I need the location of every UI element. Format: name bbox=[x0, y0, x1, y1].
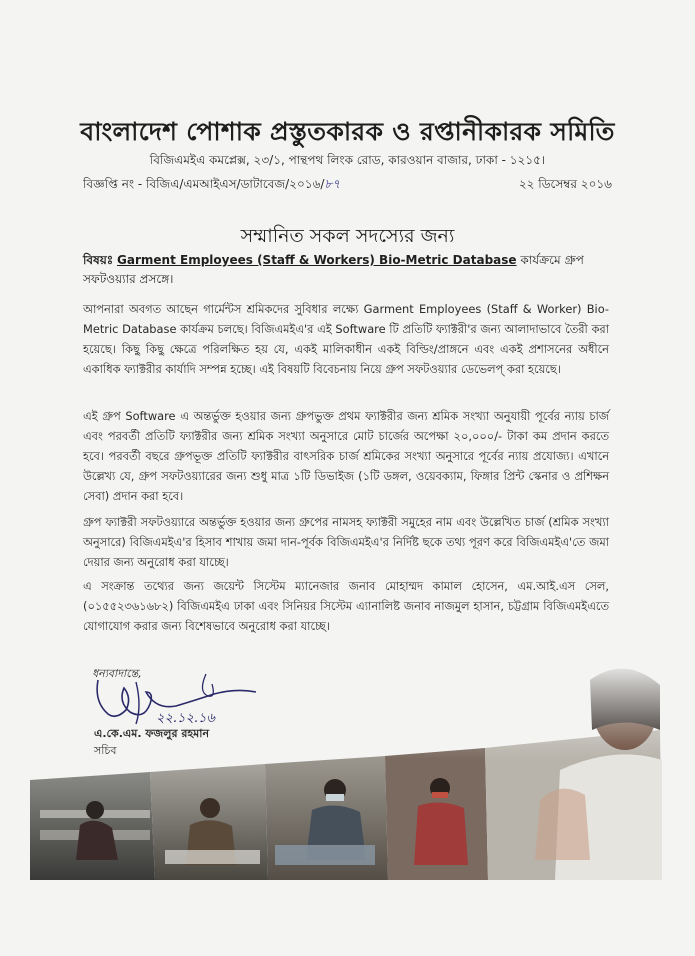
subject-label: বিষয়ঃ bbox=[83, 253, 114, 267]
issue-date: ২২ ডিসেম্বর ২০১৬ bbox=[518, 177, 612, 191]
body-paragraph-4: এ সংক্রান্ত তথ্যের জন্য জয়েন্ট সিস্টেম ম্যানেজার জনাব মোহাম্মদ কামাল হোসেন, এম.আই.এস সেল, (০১৫৫২৩৬১৬৮২) বিজিএমইএ ঢাকা এবং সিনিয়র সিস্টেম এ্যানালিষ্ট জনাব নাজমুল হাসান, চট্টগ্রাম বিজিএমইএতে যোগাযোগ করার জন্য বিশেষভাবে অনুরোধ করা যাচ্ছে। bbox=[83, 579, 609, 633]
reference-date-line bbox=[83, 176, 612, 196]
organization-address: বিজিএমইএ কমপ্লেক্স, ২৩/১, পান্থপথ লিংক রোড, কারওয়ান বাজার, ঢাকা - ১২১৫। bbox=[149, 153, 546, 167]
subject-title: Garment Employees (Staff & Workers) Bio-Metric Database bbox=[117, 253, 517, 267]
body-paragraph-2: এই গ্রুপ Software এ অন্তর্ভুক্ত হওয়ার জন্য গ্রুপভুক্ত প্রথম ফ্যাক্টরীর জন্য শ্রমিক সংখ্যা অনুযায়ী পূর্বের ন্যায় চার্জ এবং পরবর্তী প্রতিটি ফ্যাক্টরীর জন্য শ্রমিক সংখ্যা অনুসারে মোট চার্জের অপেক্ষা ২০,০০০/- টাকা কম প্রদান করতে হবে। পরবর্তী বছরে গ্রুপভূক্ত প্রতিটি ফ্যাক্টরীর বাৎসরিক চার্জ শ্রমিকের সংখ্যা অনুসারে পূর্বের ন্যায় প্রযোজ্য। এখানে উল্লেখ্য যে, গ্রুপ সফটওয়্যারের জন্য শুধু মাত্র ১টি ডিভাইজ (১টি ডঙ্গল, ওয়েবক্যাম, ফিঙ্গার প্রিন্ট স্কেনার ও প্রশিক্ষন সেবা) প্রদান করা হবে। bbox=[83, 409, 609, 503]
subject-line bbox=[83, 251, 609, 289]
salutation-heading: সম্মানিত সকল সদস্যের জন্য bbox=[240, 225, 455, 247]
signature-scribble bbox=[86, 662, 286, 732]
subject-rest: কার্যক্রমে গ্রুপ সফটওয়্যার প্রসঙ্গে। bbox=[83, 253, 584, 286]
signer-title: সচিব bbox=[94, 744, 117, 757]
signer-block bbox=[94, 725, 209, 759]
signer-name: এ.কে.এম. ফজলুর রহমান bbox=[94, 727, 210, 740]
signature-date: ২২.১২.১৬ bbox=[156, 711, 215, 726]
reference-prefix: বিজ্ঞপ্তি নং - বিজিএ/এমআইএস/ডাটাবেজ/২০১৬/ bbox=[83, 177, 325, 191]
reference-handwritten-number: ৮৭ bbox=[324, 177, 341, 191]
handwritten-signature bbox=[86, 662, 286, 732]
reference-number bbox=[83, 176, 340, 196]
organization-name: বাংলাদেশ পোশাক প্রস্তুতকারক ও রপ্তানীকারক সমিতি bbox=[80, 117, 615, 146]
body-paragraph-1: আপনারা অবগত আছেন গার্মেন্টস শ্রমিকদের সুবিধার লক্ষ্যে Garment Employees (Staff & Worker) Bio-Metric Database কার্যক্রম চলছে। বিজিএমইএ'র এই Software টি প্রতিটি ফ্যাক্টরী'র জন্য আলাদাভাবে তৈরী করা হয়েছে। কিছু কিছু ক্ষেত্রে পরিলক্ষিত হয় যে, একই মালিকাধীন একই বিল্ডিং/প্রাঙ্গনে এবং একই প্রশাসনের অধীনে একাধিক ফ্যাক্টরীর কার্যাদি সম্পন্ন হচ্ছে। এই বিষয়টি বিবেচনায় নিয়ে গ্রুপ সফটওয়্যার ডেভেলপ্ করা হয়েছে। bbox=[83, 302, 609, 376]
closing-text: ধন্যবাদান্তে, bbox=[92, 667, 142, 680]
body-paragraph-3: গ্রুপ ফ্যাক্টরী সফটওয়্যারে অন্তর্ভুক্ত হওয়ার জন্য গ্রুপের নামসহ ফ্যাক্টরী সমুহের নাম এবং উল্লেখিত চার্জ (শ্রমিক সংখ্যা অনুসারে) বিজিএমইএ'র হিসাব শাখায় জমা দান-পূর্বক বিজিএমইএ'র নির্দিষ্ট ছকে তথ্য পূরণ করে বিজিএমইএ'তে জমা দেয়ার জন্য অনুরোধ করা যাচ্ছে। bbox=[83, 515, 609, 569]
